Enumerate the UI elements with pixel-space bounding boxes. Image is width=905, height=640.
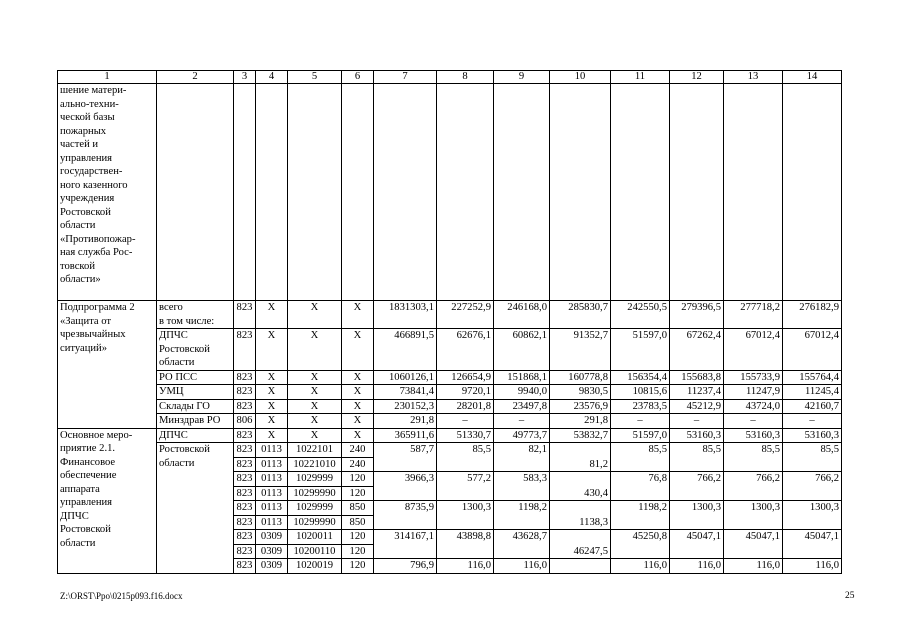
column-header: 6 bbox=[342, 71, 374, 84]
executor-cell bbox=[157, 399, 234, 414]
value-cell: 53160,3 bbox=[783, 428, 842, 443]
header-row bbox=[58, 71, 842, 84]
value-cell: 766,2 bbox=[724, 472, 783, 501]
cell-line: ДПЧС bbox=[60, 510, 89, 522]
cell-line: «Защита от bbox=[60, 315, 112, 327]
code-cell: 10221010 bbox=[288, 457, 342, 472]
value-cell: 1831303,1 bbox=[374, 301, 437, 329]
code-cell: X bbox=[256, 301, 288, 329]
value-cell: 45047,1 bbox=[724, 530, 783, 559]
code-cell: X bbox=[288, 301, 342, 329]
code-cell: 0113 bbox=[256, 457, 288, 472]
cell-line: Подпрограмма 2 bbox=[60, 302, 135, 313]
value-cell: 51597,0 bbox=[611, 428, 670, 443]
column-header: 8 bbox=[437, 71, 494, 84]
value-cell: 116,0 bbox=[670, 559, 724, 574]
code-cell: 240 bbox=[342, 443, 374, 458]
value-cell: 1060126,1 bbox=[374, 370, 437, 385]
value-cell: 45047,1 bbox=[783, 530, 842, 559]
value-cell: 53160,3 bbox=[724, 428, 783, 443]
empty-cell bbox=[724, 84, 783, 301]
value-cell: 160778,8 bbox=[550, 370, 611, 385]
value-cell: 60862,1 bbox=[494, 329, 550, 371]
code-cell: 10299990 bbox=[288, 515, 342, 530]
value-cell: – bbox=[783, 414, 842, 429]
executor-cell bbox=[157, 385, 234, 400]
value-cell: 1300,3 bbox=[670, 501, 724, 530]
empty-cell bbox=[234, 84, 256, 301]
code-cell: 823 bbox=[234, 457, 256, 472]
code-cell: 850 bbox=[342, 501, 374, 516]
value-cell: 67012,4 bbox=[724, 329, 783, 371]
cell-line: государствен- bbox=[60, 166, 123, 177]
cell-line: Ростовской bbox=[159, 343, 210, 355]
cell-line: «Противопожар- bbox=[60, 233, 136, 245]
column-header: 1 bbox=[58, 71, 157, 84]
column-header: 12 bbox=[670, 71, 724, 84]
value-cell: 1198,2 bbox=[611, 501, 670, 530]
code-cell: X bbox=[288, 370, 342, 385]
cell-line: товской bbox=[60, 260, 96, 272]
code-cell: 1029999 bbox=[288, 472, 342, 487]
value-cell: 365911,6 bbox=[374, 428, 437, 443]
code-cell: X bbox=[288, 329, 342, 371]
table-row bbox=[58, 385, 842, 400]
code-cell: X bbox=[288, 414, 342, 429]
value-cell: 67012,4 bbox=[783, 329, 842, 371]
value-cell: 1300,3 bbox=[783, 501, 842, 530]
value-cell: 45250,8 bbox=[611, 530, 670, 559]
code-cell: 823 bbox=[234, 443, 256, 458]
code-cell: 823 bbox=[234, 385, 256, 400]
value-cell: 11247,9 bbox=[724, 385, 783, 400]
value-cell: 43898,8 bbox=[437, 530, 494, 559]
code-cell: X bbox=[342, 414, 374, 429]
value-cell: 76,8 bbox=[611, 472, 670, 501]
code-cell: X bbox=[256, 370, 288, 385]
code-cell: 1029999 bbox=[288, 501, 342, 516]
code-cell: X bbox=[342, 428, 374, 443]
value-cell: 230152,3 bbox=[374, 399, 437, 414]
value-cell: 766,2 bbox=[670, 472, 724, 501]
empty-cell bbox=[670, 84, 724, 301]
cell-line: приятие 2.1. bbox=[60, 443, 116, 454]
code-cell: 823 bbox=[234, 544, 256, 559]
code-cell: X bbox=[288, 428, 342, 443]
code-cell: 823 bbox=[234, 515, 256, 530]
table-row bbox=[58, 399, 842, 414]
value-cell: 155683,8 bbox=[670, 370, 724, 385]
code-cell: X bbox=[288, 385, 342, 400]
value-cell: – bbox=[724, 414, 783, 429]
value-cell: 116,0 bbox=[437, 559, 494, 574]
value-cell: 227252,9 bbox=[437, 301, 494, 329]
value-cell: 3966,3 bbox=[374, 472, 437, 501]
code-cell: X bbox=[342, 301, 374, 329]
value-cell: 49773,7 bbox=[494, 428, 550, 443]
code-cell: 0309 bbox=[256, 530, 288, 545]
footer-page-number: 25 bbox=[845, 591, 855, 601]
column-header: 5 bbox=[288, 71, 342, 84]
empty-cell bbox=[494, 84, 550, 301]
value-cell: 11237,4 bbox=[670, 385, 724, 400]
value-cell: 291,8 bbox=[374, 414, 437, 429]
table-row bbox=[58, 443, 842, 458]
code-cell: 823 bbox=[234, 501, 256, 516]
value-cell: 10815,6 bbox=[611, 385, 670, 400]
cell-line: РО ПСС bbox=[159, 371, 198, 383]
value-cell: 291,8 bbox=[550, 414, 611, 429]
cell-line: пожарных bbox=[60, 125, 107, 137]
value-cell: 28201,8 bbox=[437, 399, 494, 414]
cell-line: ситуаций» bbox=[60, 342, 108, 354]
code-cell: 120 bbox=[342, 559, 374, 574]
empty-cell bbox=[288, 84, 342, 301]
code-cell: 1020019 bbox=[288, 559, 342, 574]
program-name-cell bbox=[58, 84, 157, 301]
code-cell: 120 bbox=[342, 486, 374, 501]
value-cell: 85,5 bbox=[724, 443, 783, 472]
column-header: 14 bbox=[783, 71, 842, 84]
value-cell: 85,5 bbox=[670, 443, 724, 472]
value-cell: 279396,5 bbox=[670, 301, 724, 329]
code-cell: 823 bbox=[234, 329, 256, 371]
value-cell: – bbox=[494, 414, 550, 429]
code-cell: 823 bbox=[234, 428, 256, 443]
value-cell: 796,9 bbox=[374, 559, 437, 574]
value-cell: 1300,3 bbox=[437, 501, 494, 530]
cell-line: частей и bbox=[60, 139, 99, 150]
cell-line: УМЦ bbox=[159, 386, 184, 397]
code-cell: 0113 bbox=[256, 486, 288, 501]
value-cell: 277718,2 bbox=[724, 301, 783, 329]
value-cell: 246168,0 bbox=[494, 301, 550, 329]
cell-line: учреждения bbox=[60, 193, 115, 204]
code-cell: 0113 bbox=[256, 515, 288, 530]
column-header: 7 bbox=[374, 71, 437, 84]
value-cell: 53160,3 bbox=[670, 428, 724, 443]
value-cell: 45047,1 bbox=[670, 530, 724, 559]
value-cell: 81,2 bbox=[550, 443, 611, 472]
cell-line: области bbox=[60, 220, 96, 231]
cell-line: управления bbox=[60, 152, 113, 164]
value-cell: 43724,0 bbox=[724, 399, 783, 414]
value-cell: 314167,1 bbox=[374, 530, 437, 559]
table-row bbox=[58, 428, 842, 443]
value-cell: 82,1 bbox=[494, 443, 550, 472]
code-cell: 823 bbox=[234, 472, 256, 487]
budget-table bbox=[57, 70, 842, 574]
value-cell: 45212,9 bbox=[670, 399, 724, 414]
cell-line: ная служба Рос- bbox=[60, 247, 133, 258]
value-cell: 116,0 bbox=[724, 559, 783, 574]
value-cell: 466891,5 bbox=[374, 329, 437, 371]
value-cell: 62676,1 bbox=[437, 329, 494, 371]
value-cell: 73841,4 bbox=[374, 385, 437, 400]
cell-line: Минздрав РО bbox=[159, 415, 221, 426]
value-cell: 577,2 bbox=[437, 472, 494, 501]
value-cell: 85,5 bbox=[437, 443, 494, 472]
value-cell: 766,2 bbox=[783, 472, 842, 501]
empty-cell bbox=[342, 84, 374, 301]
measure-name-cell bbox=[58, 428, 157, 573]
cell-line: аппарата bbox=[60, 483, 100, 495]
column-header: 2 bbox=[157, 71, 234, 84]
empty-cell bbox=[157, 84, 234, 301]
table-row bbox=[58, 414, 842, 429]
code-cell: 823 bbox=[234, 399, 256, 414]
table-row bbox=[58, 84, 842, 301]
cell-line: Финансовое bbox=[60, 456, 116, 468]
value-cell: – bbox=[611, 414, 670, 429]
value-cell: 1300,3 bbox=[724, 501, 783, 530]
cell-line: чрезвычайных bbox=[60, 329, 126, 340]
executor-cell bbox=[157, 443, 234, 574]
cell-line: шение матери- bbox=[60, 85, 127, 96]
empty-cell bbox=[374, 84, 437, 301]
value-cell: 155764,4 bbox=[783, 370, 842, 385]
value-cell: 285830,7 bbox=[550, 301, 611, 329]
empty-cell bbox=[437, 84, 494, 301]
cell-line: Ростовской bbox=[159, 444, 210, 455]
value-cell: 9830,5 bbox=[550, 385, 611, 400]
executor-cell bbox=[157, 414, 234, 429]
cell-line: Склады ГО bbox=[159, 400, 210, 412]
cell-line: ДПЧС bbox=[159, 330, 188, 341]
value-cell: 42160,7 bbox=[783, 399, 842, 414]
code-cell: X bbox=[256, 428, 288, 443]
value-cell: 85,5 bbox=[611, 443, 670, 472]
value-cell: 8735,9 bbox=[374, 501, 437, 530]
value-cell: 23576,9 bbox=[550, 399, 611, 414]
empty-cell bbox=[550, 84, 611, 301]
code-cell: 10200110 bbox=[288, 544, 342, 559]
code-cell: X bbox=[342, 385, 374, 400]
column-header: 3 bbox=[234, 71, 256, 84]
value-cell: 85,5 bbox=[783, 443, 842, 472]
cell-line: ческой базы bbox=[60, 112, 115, 123]
value-cell: 156354,4 bbox=[611, 370, 670, 385]
cell-line: обеспечение bbox=[60, 470, 117, 481]
value-cell: 53832,7 bbox=[550, 428, 611, 443]
code-cell: 850 bbox=[342, 515, 374, 530]
value-cell: – bbox=[437, 414, 494, 429]
value-cell: 23783,5 bbox=[611, 399, 670, 414]
cell-line: ного казенного bbox=[60, 179, 128, 191]
code-cell: 823 bbox=[234, 486, 256, 501]
value-cell: 116,0 bbox=[783, 559, 842, 574]
value-cell: 11245,4 bbox=[783, 385, 842, 400]
table-row bbox=[58, 301, 842, 329]
cell-line: Ростовской bbox=[60, 206, 111, 218]
cell-line: области» bbox=[60, 274, 101, 285]
code-cell: X bbox=[342, 399, 374, 414]
executor-cell bbox=[157, 370, 234, 385]
code-cell: 120 bbox=[342, 530, 374, 545]
column-header: 4 bbox=[256, 71, 288, 84]
value-cell: 126654,9 bbox=[437, 370, 494, 385]
value-cell: 242550,5 bbox=[611, 301, 670, 329]
code-cell: 120 bbox=[342, 472, 374, 487]
value-cell: 67262,4 bbox=[670, 329, 724, 371]
column-header: 11 bbox=[611, 71, 670, 84]
value-cell: 155733,9 bbox=[724, 370, 783, 385]
value-cell: 23497,8 bbox=[494, 399, 550, 414]
code-cell: 1020011 bbox=[288, 530, 342, 545]
code-cell: 823 bbox=[234, 301, 256, 329]
code-cell: 0309 bbox=[256, 559, 288, 574]
value-cell: 91352,7 bbox=[550, 329, 611, 371]
value-cell: 276182,9 bbox=[783, 301, 842, 329]
table-row bbox=[58, 329, 842, 371]
value-cell: 9940,0 bbox=[494, 385, 550, 400]
empty-cell bbox=[611, 84, 670, 301]
value-cell: – bbox=[670, 414, 724, 429]
value-cell: 9720,1 bbox=[437, 385, 494, 400]
cell-line: области bbox=[159, 457, 195, 469]
executor-cell bbox=[157, 301, 234, 329]
code-cell: 0113 bbox=[256, 501, 288, 516]
code-cell: X bbox=[342, 329, 374, 371]
executor-cell: ДПЧС bbox=[157, 428, 234, 443]
cell-line: Основное меро- bbox=[60, 429, 133, 441]
code-cell: 0309 bbox=[256, 544, 288, 559]
code-cell: 1022101 bbox=[288, 443, 342, 458]
code-cell: 823 bbox=[234, 530, 256, 545]
column-header: 13 bbox=[724, 71, 783, 84]
code-cell: 0113 bbox=[256, 443, 288, 458]
column-header: 9 bbox=[494, 71, 550, 84]
code-cell: X bbox=[256, 385, 288, 400]
code-cell: 10299990 bbox=[288, 486, 342, 501]
value-cell: 116,0 bbox=[494, 559, 550, 574]
value-cell: 43628,7 bbox=[494, 530, 550, 559]
code-cell: X bbox=[256, 399, 288, 414]
code-cell: 120 bbox=[342, 544, 374, 559]
empty-cell bbox=[783, 84, 842, 301]
executor-cell bbox=[157, 329, 234, 371]
cell-line: области bbox=[159, 357, 195, 368]
code-cell: X bbox=[342, 370, 374, 385]
value-cell: 51597,0 bbox=[611, 329, 670, 371]
code-cell: 823 bbox=[234, 370, 256, 385]
value-cell: 430,4 bbox=[550, 472, 611, 501]
code-cell: 806 bbox=[234, 414, 256, 429]
code-cell: X bbox=[288, 399, 342, 414]
value-cell: 151868,1 bbox=[494, 370, 550, 385]
code-cell: X bbox=[256, 414, 288, 429]
cell-line: управления bbox=[60, 497, 113, 508]
code-cell: 823 bbox=[234, 559, 256, 574]
code-cell: X bbox=[256, 329, 288, 371]
code-cell: 240 bbox=[342, 457, 374, 472]
table-row bbox=[58, 370, 842, 385]
value-cell: 116,0 bbox=[611, 559, 670, 574]
value-cell: 587,7 bbox=[374, 443, 437, 472]
cell-line: области bbox=[60, 537, 96, 549]
value-cell: 51330,7 bbox=[437, 428, 494, 443]
column-header: 10 bbox=[550, 71, 611, 84]
value-cell: 1198,2 bbox=[494, 501, 550, 530]
cell-line: Ростовской bbox=[60, 524, 111, 535]
value-cell: 583,3 bbox=[494, 472, 550, 501]
value-cell: 46247,5 bbox=[550, 530, 611, 559]
cell-line: всего bbox=[159, 302, 183, 313]
value-cell: 1138,3 bbox=[550, 501, 611, 530]
footer-file-path: Z:\ORST\Ppo\0215p093.f16.docx bbox=[60, 591, 183, 601]
value-cell bbox=[550, 559, 611, 574]
subprogram-name-cell bbox=[58, 301, 157, 429]
cell-line: ально-техни- bbox=[60, 98, 119, 110]
empty-cell bbox=[256, 84, 288, 301]
cell-line: в том числе: bbox=[159, 315, 215, 327]
code-cell: 0113 bbox=[256, 472, 288, 487]
